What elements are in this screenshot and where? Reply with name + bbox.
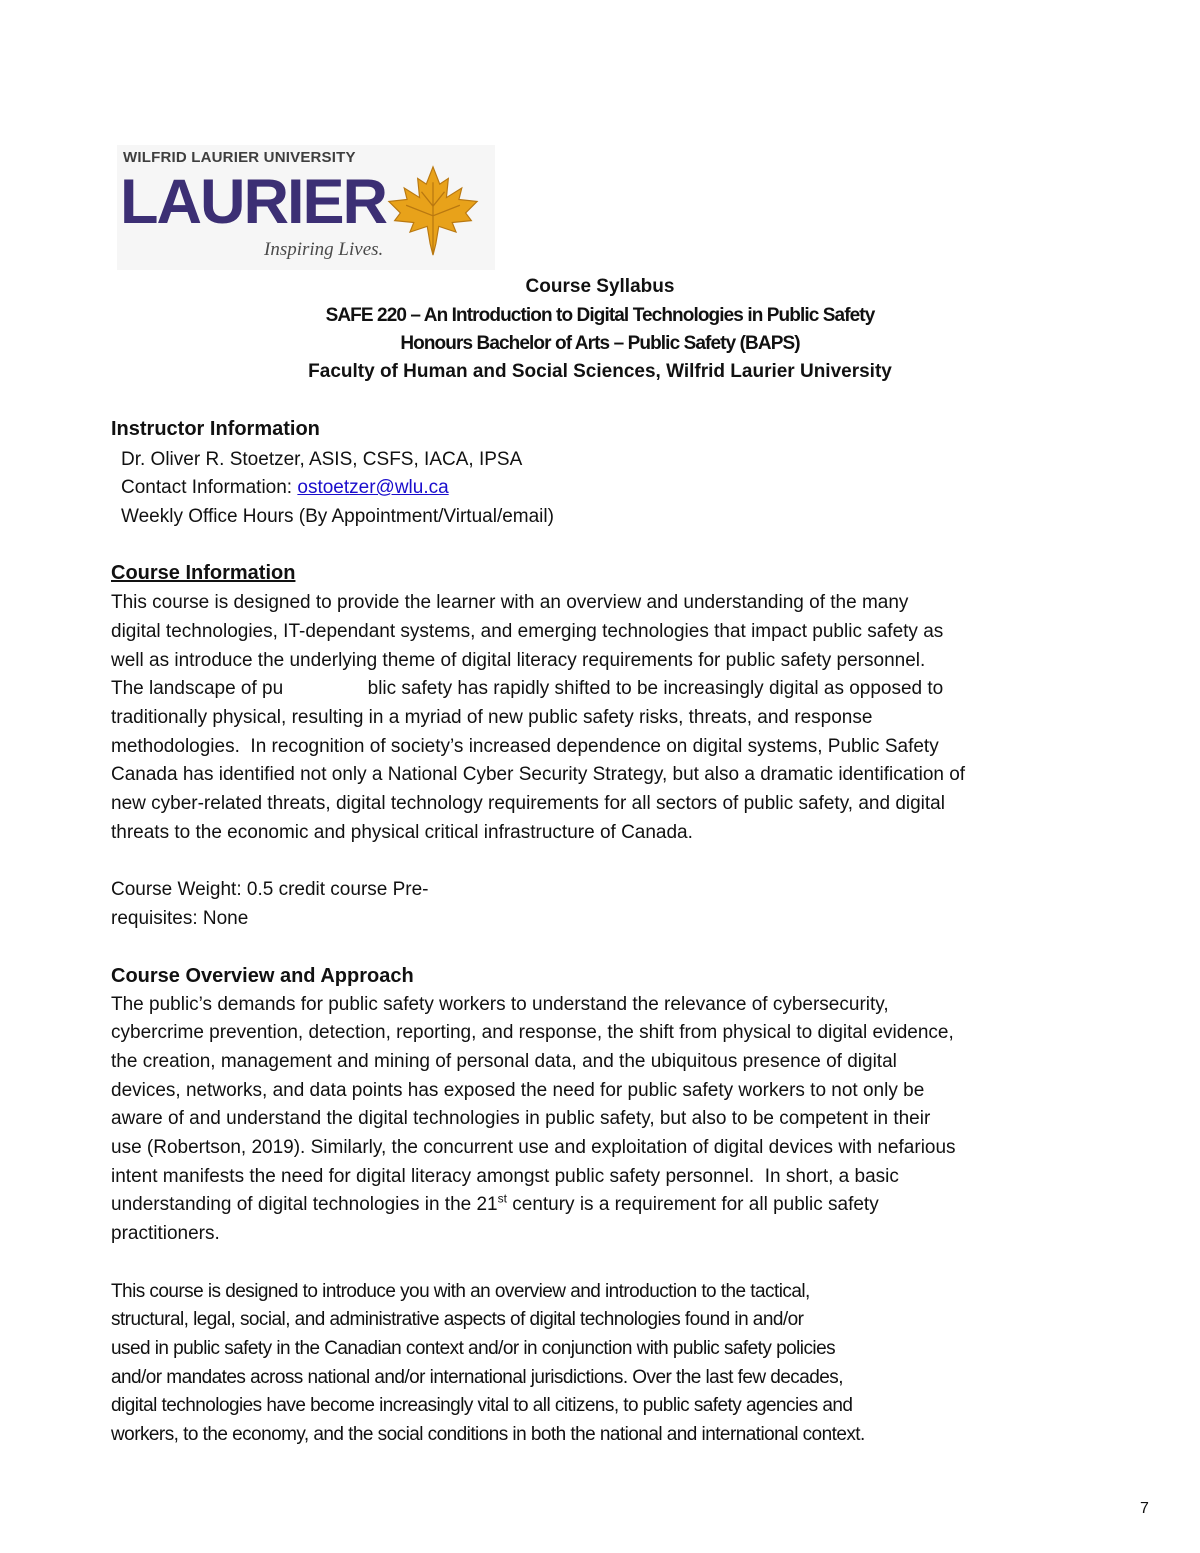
course-info-line: Canada has identified not only a National Cyber Security Strategy, but also a dramatic identification of xyxy=(111,764,966,785)
instructor-name: Dr. Oliver R. Stoetzer, ASIS, CSFS, IACA, IPSA xyxy=(121,449,523,470)
ordinal-superscript: st xyxy=(497,1191,507,1206)
overview-line: use (Robertson, 2019). Similarly, the concurrent use and exploitation of digital devices with nefarious xyxy=(111,1137,956,1158)
university-logo xyxy=(117,145,495,270)
course-info-line: traditionally physical, resulting in a myriad of new public safety risks, threats, and response xyxy=(111,707,873,728)
overview-heading: Course Overview and Approach xyxy=(111,965,414,987)
course-info-heading: Course Information xyxy=(111,562,296,584)
course-info-line: digital technologies, IT-dependant systems, and emerging technologies that impact public safety as xyxy=(111,621,944,642)
overview-line: and/or mandates across national and/or international jurisdictions. Over the last few decades, xyxy=(111,1367,843,1388)
instructor-email-link[interactable]: ostoetzer@wlu.ca xyxy=(297,477,449,498)
overview-line: digital technologies have become increasingly vital to all citizens, to public safety agencies and xyxy=(111,1395,853,1416)
course-info-line: The landscape of pu blic safety has rapidly shifted to be increasingly digital as opposed to xyxy=(111,678,944,699)
course-info-line: This course is designed to provide the learner with an overview and understanding of the many xyxy=(111,592,909,613)
logo-wordmark: LAURIER xyxy=(120,167,386,237)
course-title: SAFE 220 – An Introduction to Digital Technologies in Public Safety xyxy=(325,305,875,326)
overview-line: cybercrime prevention, detection, reporting, and response, the shift from physical to digital evidence, xyxy=(111,1022,954,1043)
overview-line: This course is designed to introduce you with an overview and introduction to the tactical, xyxy=(111,1281,810,1302)
overview-line: aware of and understand the digital technologies in public safety, but also to be competent in their xyxy=(111,1108,931,1129)
contact-line xyxy=(121,477,449,499)
page-number: 7 xyxy=(1140,1500,1149,1517)
overview-line: the creation, management and mining of personal data, and the ubiquitous presence of digital xyxy=(111,1051,897,1072)
instructor-heading: Instructor Information xyxy=(111,418,320,440)
course-info-line: well as introduce the underlying theme of digital literacy requirements for public safety personnel. xyxy=(111,650,926,671)
overview-line: practitioners. xyxy=(111,1223,220,1244)
overview-line: used in public safety in the Canadian context and/or in conjunction with public safety policies xyxy=(111,1338,836,1359)
program-title: Honours Bachelor of Arts – Public Safety (BAPS) xyxy=(400,333,800,354)
overview-line xyxy=(111,1191,879,1216)
overview-line: The public’s demands for public safety workers to understand the relevance of cybersecurity, xyxy=(111,994,889,1015)
course-info-line: methodologies. In recognition of society’s increased dependence on digital systems, Public Safety xyxy=(111,736,939,757)
overview-text: century is a requirement for all public safety xyxy=(506,1194,879,1215)
syllabus-title: Course Syllabus xyxy=(525,276,675,297)
course-info-line: threats to the economic and physical critical infrastructure of Canada. xyxy=(111,822,693,843)
maple-leaf-icon xyxy=(385,163,481,259)
course-prerequisites: requisites: None xyxy=(111,908,249,929)
logo-university-name: WILFRID LAURIER UNIVERSITY xyxy=(123,149,356,166)
logo-tagline: Inspiring Lives. xyxy=(264,239,384,260)
contact-label: Contact Information: xyxy=(121,477,293,498)
overview-text: understanding of digital technologies in the 21 xyxy=(111,1194,498,1215)
overview-line: intent manifests the need for digital literacy amongst public safety personnel. In short, a basic xyxy=(111,1166,899,1187)
office-hours: Weekly Office Hours (By Appointment/Virtual/email) xyxy=(121,506,554,527)
overview-line: structural, legal, social, and administrative aspects of digital technologies found in and/or xyxy=(111,1309,804,1330)
overview-line: workers, to the economy, and the social conditions in both the national and international context. xyxy=(111,1424,865,1445)
faculty-title: Faculty of Human and Social Sciences, Wilfrid Laurier University xyxy=(308,361,892,382)
course-weight: Course Weight: 0.5 credit course Pre- xyxy=(111,879,429,900)
course-info-line: new cyber-related threats, digital technology requirements for all sectors of public safety, and digital xyxy=(111,793,945,814)
overview-line: devices, networks, and data points has exposed the need for public safety workers to not only be xyxy=(111,1080,925,1101)
